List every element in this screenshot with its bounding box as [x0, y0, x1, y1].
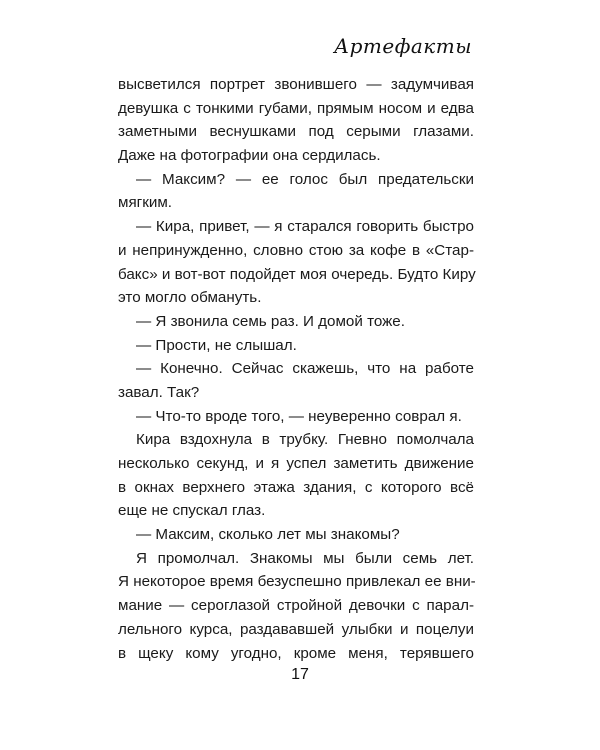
- text-line: заметными веснушками под серыми глазами.: [118, 123, 474, 141]
- text-line: высветился портрет звонившего — задумчивая: [118, 76, 474, 93]
- text-line: в щеку кому угодно, кроме меня, терявшего: [118, 644, 474, 662]
- text-line: мягким.: [118, 194, 172, 212]
- text-line: — Кира, привет, — я старался говорить быстро: [136, 218, 474, 236]
- text-line: завал. Так?: [118, 383, 200, 401]
- text-line: — Максим? — ее голос был предательски: [136, 170, 474, 188]
- text-line: — Максим, сколько лет мы знакомы?: [136, 526, 400, 544]
- book-page-text: [118, 73, 474, 665]
- text-line: — Что-то вроде того, — неуверенно соврал я.: [136, 407, 462, 425]
- text-line: Кира вздохнула в трубку. Гневно помолчала: [136, 431, 474, 449]
- page-number: 17: [291, 666, 309, 683]
- text-line: еще не спускал глаз.: [118, 502, 266, 520]
- text-line: лельного курса, раздававшей улыбки и поцелуи: [118, 620, 474, 638]
- text-line: это могло обмануть.: [118, 289, 262, 307]
- text-line: и непринужденно, словно стою за кофе в «Стар-: [118, 241, 474, 259]
- text-line: бакс» и вот-вот подойдет моя очередь. Будто Киру: [118, 265, 476, 283]
- text-line: Я промолчал. Знакомы мы были семь лет.: [136, 549, 474, 567]
- text-line: — Прости, не слышал.: [136, 336, 297, 354]
- text-line: — Я звонила семь раз. И домой тоже.: [136, 312, 405, 330]
- text-line: Даже на фотографии она сердилась.: [118, 147, 381, 165]
- text-line: — Конечно. Сейчас скажешь, что на работе: [136, 360, 474, 378]
- text-line: Я некоторое время безуспешно привлекал ее вни-: [118, 573, 476, 591]
- text-line: в окнах верхнего этажа здания, с которого всё: [118, 478, 474, 496]
- running-header-title: Артефакты: [333, 34, 472, 58]
- text-line: мание — сероглазой стройной девочки с парал-: [118, 597, 474, 615]
- text-line: несколько секунд, и я успел заметить движение: [118, 455, 474, 472]
- text-line: девушка с тонкими губами, прямым носом и едва: [118, 99, 474, 117]
